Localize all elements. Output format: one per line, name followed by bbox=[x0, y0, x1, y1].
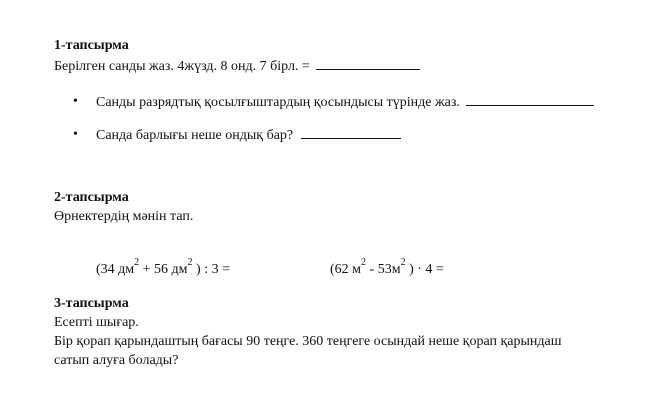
task1-bullet-1-blank[interactable] bbox=[466, 93, 594, 106]
task1-bullet-2-text: Санда барлығы неше ондық бар? bbox=[96, 128, 294, 143]
task1-bullet-2-dot: • bbox=[73, 127, 78, 142]
expr1-exp2: 2 bbox=[187, 257, 193, 269]
expr2-part1: (62 м bbox=[330, 262, 362, 277]
expr2-exp1: 2 bbox=[361, 257, 367, 269]
task1-bullet-1-dot: • bbox=[73, 94, 78, 109]
task2-expression-2 bbox=[330, 257, 444, 278]
task1-bullet-2-blank[interactable] bbox=[301, 126, 401, 139]
task3-line-2: Бір қорап қарындаштың бағасы 90 теңге. 360 теңгеге осындай неше қорап қарындаш bbox=[54, 334, 562, 349]
task1-bullet-1-text: Санды разрядтық қосылғыштардың қосындысы түрінде жаз. bbox=[96, 95, 460, 110]
task2-expression-1 bbox=[96, 257, 230, 278]
task3-heading: 3-тапсырма bbox=[54, 296, 129, 311]
expr1-part1: (34 дм bbox=[96, 262, 135, 277]
task1-bullet-2 bbox=[96, 126, 401, 144]
expr2-part3: ) · 4 = bbox=[405, 262, 444, 277]
task3-line-1: Есепті шығар. bbox=[54, 315, 139, 330]
task1-heading: 1-тапсырма bbox=[54, 38, 129, 53]
task1-line-text: Берілген санды жаз. 4жүзд. 8 онд. 7 бірл. = bbox=[54, 59, 310, 74]
task3-line-3: сатып алуға болады? bbox=[54, 353, 179, 368]
expr2-exp2: 2 bbox=[400, 257, 406, 269]
task1-line bbox=[54, 57, 420, 75]
task2-heading: 2-тапсырма bbox=[54, 190, 129, 205]
task2-line: Өрнектердің мәнін тап. bbox=[54, 209, 194, 224]
expr1-part3: ) : 3 = bbox=[192, 262, 230, 277]
expr2-part2: - 53м bbox=[366, 262, 401, 277]
expr1-exp1: 2 bbox=[134, 257, 140, 269]
task1-bullet-1 bbox=[96, 93, 594, 111]
expr1-part2: + 56 дм bbox=[139, 262, 188, 277]
task1-answer-blank[interactable] bbox=[316, 57, 420, 70]
